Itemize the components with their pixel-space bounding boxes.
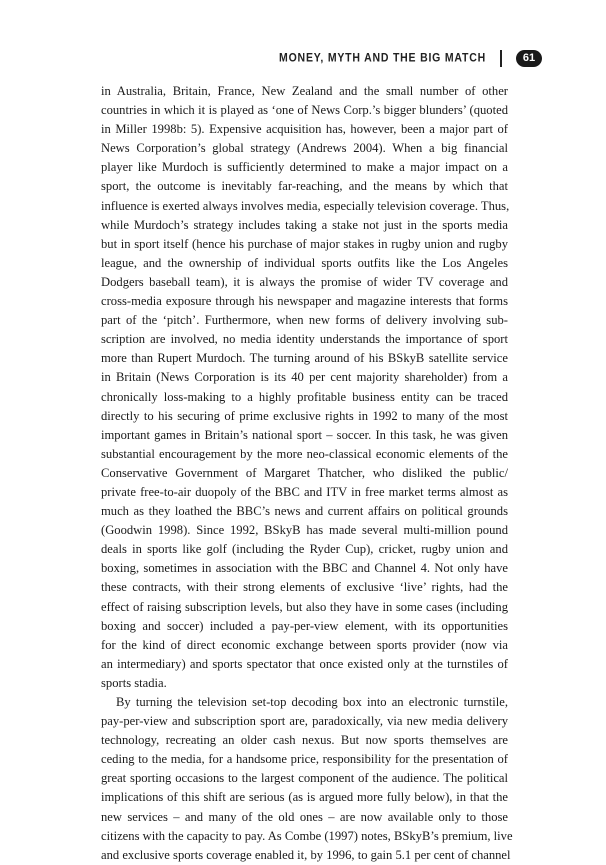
text-line: (Goodwin 1998). Since 1992, BSkyB has made several multi-million pound: [101, 523, 508, 538]
text-line: By turning the television set-top decoding box into an electronic turnstile,: [116, 695, 508, 709]
text-line: but in sport itself (hence his purchase of major stakes in rugby union and rugby: [101, 236, 508, 251]
text-line: News Corporation’s global strategy (Andrews 2004). When a big financial: [101, 141, 508, 156]
text-line: sport, the outcome is inevitably far-reaching, and the means by which that: [101, 179, 508, 194]
text-line: countries in which it is played as ‘one of News Corp.’s bigger blunders’ (quoted: [101, 103, 508, 118]
header-divider: [500, 50, 502, 67]
text-line: citizens with the capacity to pay. As Combe (1997) notes, BSkyB’s premium, live: [101, 828, 513, 843]
page-number: 61: [516, 50, 542, 67]
text-line: implications of this shift are serious (as is argued more fully below), in that the: [101, 790, 508, 805]
text-line: cross-media exposure through his newspaper and magazine interests that forms: [101, 294, 508, 309]
text-line: technology, recreating an older cash nexus. But now sports themselves are: [101, 733, 508, 748]
text-line: more than Rupert Murdoch. The turning around of his BSkyB satellite service: [101, 351, 508, 366]
text-line: in Australia, Britain, France, New Zealand and the small number of other: [101, 84, 508, 98]
text-line: effect of raising subscription levels, but also they have in some cases (including: [101, 599, 508, 614]
running-head: [279, 48, 542, 68]
text-line: great sporting occasions to the largest component of the audience. The political: [101, 771, 508, 786]
text-line: player like Murdoch is sufficiently determined to make a major impact on a: [101, 160, 508, 175]
text-line: in Britain (News Corporation is its 40 per cent majority shareholder) from a: [101, 370, 508, 385]
running-title: MONEY, MYTH AND THE BIG MATCH: [279, 51, 486, 65]
text-line: influence is exerted always involves media, especially television coverage. Thus,: [101, 198, 510, 213]
text-line: much as they loathed the BBC’s news and current affairs on political grounds: [101, 504, 508, 519]
text-line: Conservative Government of Margaret Thatcher, who disliked the public/: [101, 465, 508, 480]
text-line: substantial encouragement by the more neo-classical economic elements of the: [101, 446, 508, 461]
text-line: part of the ‘pitch’. Furthermore, when new forms of delivery involving sub-: [101, 313, 508, 328]
body-text: [101, 82, 513, 865]
text-line: league, and the ownership of individual sports outfits like the Los Angeles: [101, 255, 508, 270]
text-line: Dodgers baseball team), it is always the promise of wider TV coverage and: [101, 274, 508, 289]
text-line: for the kind of direct economic exchange between sports provider (now via: [101, 637, 508, 652]
text-line: scription are involved, no media identity understands the importance of sport: [101, 332, 508, 347]
text-line: private free-to-air duopoly of the BBC and ITV in free market terms almost as: [101, 484, 508, 499]
text-line: boxing and soccer) included a pay-per-view element, with its opportunities: [101, 618, 508, 633]
text-line: ceding to the media, for a handsome price, responsibility for the presentation of: [101, 752, 508, 767]
text-line: pay-per-view and subscription sport are, paradoxically, via new media delivery: [101, 714, 508, 729]
paragraph-1: [101, 82, 508, 693]
text-line: directly to his securing of prime exclusive rights in 1992 to many of the most: [101, 408, 508, 423]
text-line: deals in sports like golf (including the Ryder Cup), cricket, rugby union and: [101, 542, 508, 557]
paragraph-2: [101, 693, 513, 865]
text-line: and exclusive sports coverage enabled it, by 1996, to gain 5.1 per cent of channel: [101, 847, 511, 862]
text-line: chronically loss-making to a highly profitable business entity can be traced: [101, 389, 508, 404]
text-line: these contracts, with their strong elements of exclusive ‘live’ rights, had the: [101, 580, 508, 595]
text-line: boxing, sometimes in association with the BBC and Channel 4. Not only have: [101, 561, 508, 576]
text-line: while Murdoch’s strategy includes taking a stake not just in the sports media: [101, 217, 508, 232]
text-line: important games in Britain’s national sport – soccer. In this task, he was given: [101, 427, 508, 442]
text-line: in Miller 1998b: 5). Expensive acquisition has, however, been a major part of: [101, 122, 508, 137]
text-line: an intermediary) and sports spectator that once existed only at the turnstiles of: [101, 656, 508, 671]
text-line: new services – and many of the old ones – are now available only to those: [101, 809, 508, 824]
text-line: sports stadia.: [101, 675, 167, 690]
